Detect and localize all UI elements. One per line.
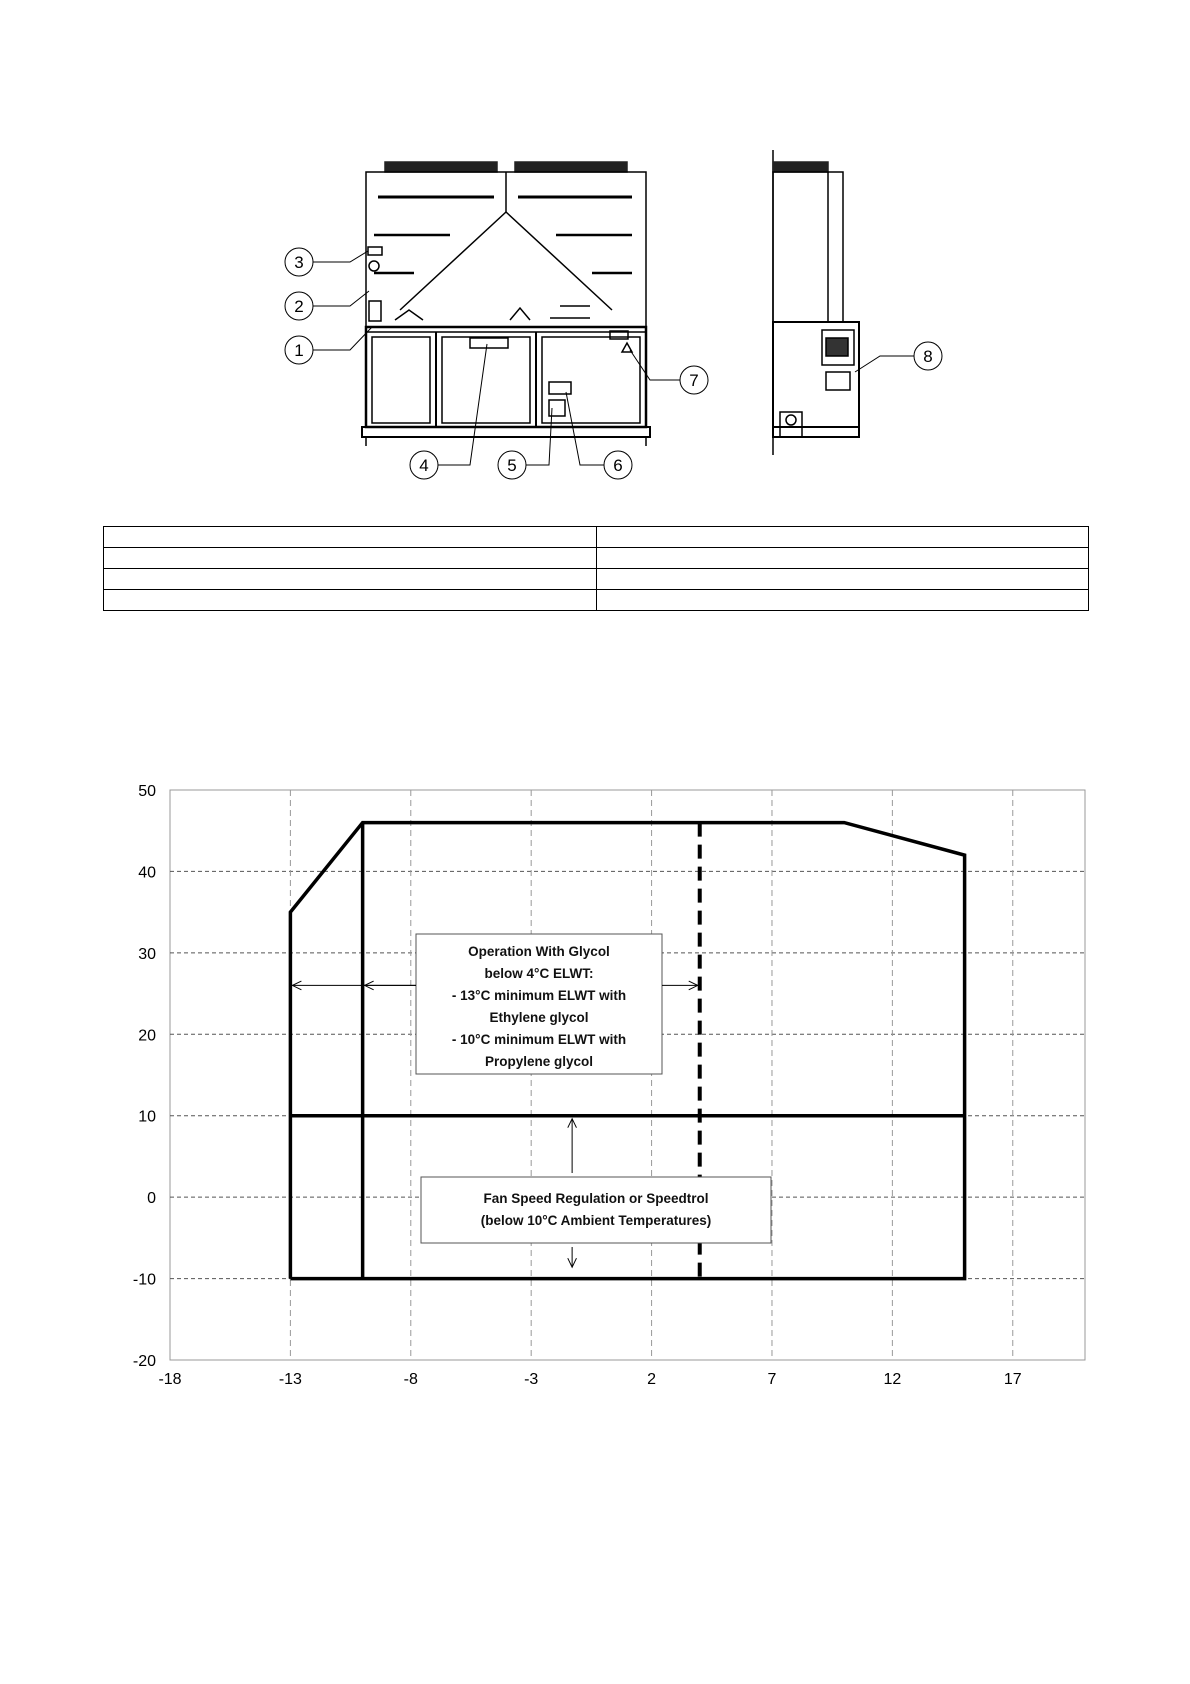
- y-tick-label: 50: [138, 783, 156, 800]
- callout-6: [604, 451, 632, 479]
- svg-text:2: 2: [294, 297, 304, 316]
- plot-area: [170, 790, 1085, 1360]
- svg-text:4: 4: [419, 456, 429, 475]
- glycol-note-line: below 4°C ELWT:: [484, 966, 594, 981]
- table-cell: [596, 569, 1089, 590]
- callout-2: [285, 292, 313, 320]
- x-tick-label: -13: [278, 1371, 302, 1388]
- glycol-note-line: Propylene glycol: [484, 1054, 594, 1069]
- table-cell: [596, 548, 1089, 569]
- callout-leaders: [313, 251, 914, 465]
- label-table: [103, 526, 1089, 611]
- table-cell: [104, 527, 597, 548]
- x-tick-label: -18: [158, 1371, 182, 1388]
- glycol-note-line: - 10°C minimum ELWT with: [451, 1032, 627, 1047]
- y-tick-label: 0: [147, 1190, 156, 1208]
- y-tick-label: -10: [132, 1271, 156, 1289]
- glycol-note-line: Ethylene glycol: [489, 1010, 589, 1025]
- fan-note-line: (below 10°C Ambient Temperatures): [480, 1213, 712, 1228]
- glycol-note-line: Operation With Glycol: [468, 944, 610, 959]
- callout-3: [285, 248, 313, 276]
- svg-text:1: 1: [294, 341, 304, 360]
- y-tick-labels: [133, 783, 156, 1370]
- y-tick-label: 20: [138, 1027, 156, 1045]
- x-tick-label: -3: [524, 1371, 539, 1388]
- table-row: [104, 569, 1089, 590]
- callout-5: [498, 451, 526, 479]
- x-tick-labels: [158, 1371, 1021, 1388]
- y-tick-label: -20: [132, 1353, 156, 1370]
- x-tick-label: 12: [883, 1371, 902, 1388]
- svg-text:8: 8: [923, 347, 933, 366]
- unit-drawing: [0, 0, 1190, 500]
- y-tick-label: 30: [138, 945, 156, 963]
- glycol-note-line: - 13°C minimum ELWT with: [451, 988, 627, 1003]
- y-tick-label: 10: [138, 1108, 156, 1126]
- x-tick-label: 2: [647, 1371, 657, 1388]
- callout-1: [285, 336, 313, 364]
- svg-text:3: 3: [294, 253, 304, 272]
- front-view: [362, 162, 650, 446]
- table-row: [104, 590, 1089, 611]
- x-tick-label: 7: [767, 1371, 777, 1388]
- table-cell: [596, 590, 1089, 611]
- callout-8: [914, 342, 942, 370]
- callout-4: [410, 451, 438, 479]
- fan-note-line: Fan Speed Regulation or Speedtrol: [483, 1191, 709, 1206]
- table-cell: [104, 548, 597, 569]
- svg-text:6: 6: [613, 456, 623, 475]
- callout-7: [680, 366, 708, 394]
- y-tick-label: 40: [138, 864, 156, 882]
- svg-text:5: 5: [507, 456, 517, 475]
- table-row: [104, 527, 1089, 548]
- table-row: [104, 548, 1089, 569]
- table-cell: [596, 527, 1089, 548]
- x-tick-label: 17: [1003, 1371, 1022, 1388]
- side-view: [773, 150, 859, 455]
- table-cell: [104, 569, 597, 590]
- x-tick-label: -8: [403, 1371, 418, 1388]
- operating-envelope-chart: [0, 760, 1190, 1420]
- fan-note-box: [421, 1177, 771, 1243]
- svg-text:7: 7: [689, 371, 699, 390]
- table-cell: [104, 590, 597, 611]
